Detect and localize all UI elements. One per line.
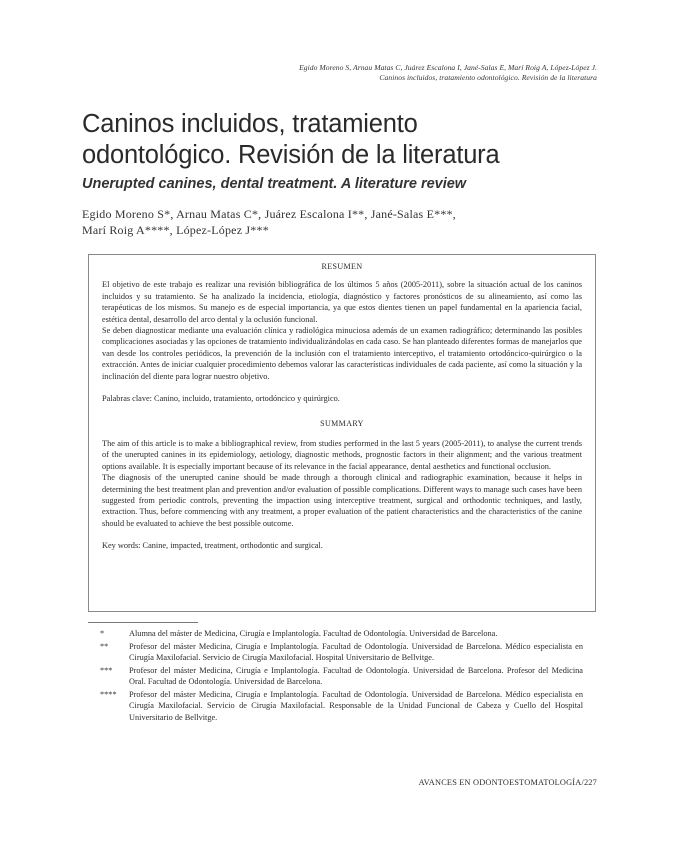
footnote-mark: * <box>100 629 105 638</box>
abstract-box <box>88 254 596 612</box>
footnote-item <box>100 641 583 664</box>
resumen-paragraph-1: El objetivo de este trabajo es realizar una revisión bibliográfica de los últimos 5 años (2005-2011), sobre la situación actual de los caninos incluidos y su tratamiento. Se ha analizado la incidencia, etiología, diagnóstico y factores pronósticos de su alineamiento, así como las terapéuticas de los mismos. Su manejo es de especial importancia, ya que estos dientes tienen un papel fundamental en la apariencia facial, estética dental, desarrollo del arco dental y la oclusión funcional. <box>102 280 582 324</box>
footnote-text: Profesor del máster Medicina, Cirugía e Implantología. Facultad de Odontología. Universidad de Barcelona. Médico especialista en Cirugía Maxilofacial. Servicio de Cirugía Maxilofacial. Hospital Universitario de Bellvitge. <box>129 641 583 662</box>
resumen-keywords: Palabras clave: Canino, incluido, tratamiento, ortodóncico y quirúrgico. <box>102 394 340 404</box>
footnote-item <box>100 628 583 640</box>
running-head-authors: Egido Moreno S, Arnau Matas C, Juárez Escalona I, Jané-Salas E, Marí Roig A, López-López J. <box>299 63 597 72</box>
abstract-content <box>102 255 582 552</box>
footnote-text: Profesor del máster Medicina, Cirugía e Implantología. Facultad de Odontología. Universidad de Barcelona. Profesor del Medicina Oral. Facultad de Odontología. Universidad de Barcelona. <box>129 665 583 686</box>
author-line2: Marí Roig A****, López-López J*** <box>82 223 269 237</box>
footnote-text: Profesor del máster Medicina, Cirugía e Implantología. Facultad de Odontología. Universidad de Barcelona. Médico especialista en Cirugía Maxilofacial. Servicio de Cirugía Maxilofacial. Responsable de la Unidad Funcional de Cabeza y Cuello del Hospital Universitario de Bellvitge. <box>129 689 583 722</box>
summary-heading: SUMMARY <box>320 419 364 429</box>
journal-page-footer: AVANCES EN ODONTOESTOMATOLOGÍA/227 <box>418 778 597 787</box>
footnote-text: Alumna del máster de Medicina, Cirugía e Implantología. Facultad de Odontología. Universidad de Barcelona. <box>129 629 498 638</box>
author-line1: Egido Moreno S*, Arnau Matas C*, Juárez Escalona I**, Jané-Salas E***, <box>82 207 456 221</box>
resumen-heading: RESUMEN <box>321 262 363 271</box>
footnote-mark: ** <box>100 641 109 651</box>
running-head-title: Caninos incluidos, tratamiento odontológico. Revisión de la literatura <box>379 73 597 82</box>
footnote-divider <box>88 622 198 623</box>
summary-keywords: Key words: Canine, impacted, treatment, orthodontic and surgical. <box>102 541 323 551</box>
resumen-paragraph-2: Se deben diagnosticar mediante una evaluación clínica y radiológica minuciosa además de un examen radiográfico; determinando las posibles complicaciones asociadas y las opciones de tratamiento individualizándolas en cada caso. Se han planteado diferentes formas de manejarlos que van desde los controles periódicos, la prevención de la inclusión con el tratamiento interceptivo, el tratamiento ortodóncico-quirúrgico o la extracción. Antes de iniciar cualquier procedimiento debemos valorar las características individuales de cada paciente, así como la situación y la inclinación del diente para lograr nuestro objetivo. <box>102 326 582 381</box>
article-title-line1: Caninos incluidos, tratamiento <box>82 110 418 138</box>
footnote-mark: *** <box>100 665 113 675</box>
affiliation-footnotes <box>100 628 583 724</box>
author-list <box>82 206 602 238</box>
summary-paragraph-2: The diagnosis of the unerupted canine should be made through a thorough clinical and radiographic examination, because it helps in determining the best treatment plan and prevention and/or evaluation of possible complications. Different ways to manage such cases have been suggested from periodic controls, preventing the impaction using interceptive treatment, surgical and orthodontic techniques, and lastly, extraction. Thus, before commencing with any treatment, a proper evaluation of the patient characteristics and the characteristics of the canine should be evaluated to achieve the best possible outcome. <box>102 473 582 528</box>
article-title-line2: odontológico. Revisión de la literatura <box>82 141 500 169</box>
article-title <box>82 109 602 171</box>
article-subtitle: Unerupted canines, dental treatment. A literature review <box>82 176 467 192</box>
footnote-item <box>100 665 583 688</box>
footnote-mark: **** <box>100 689 117 699</box>
summary-paragraph-1: The aim of this article is to make a bibliographical review, from studies performed in the last 5 years (2005-2011), to analyse the current trends of the unerupted canines in its epidemiology, aetiology, diagnostic methods, prognostic factors in their alignment; and the various treatment options available. It is especially important because of its relevance in the facial appearance, dental aesthetics and functional occlusion. <box>102 438 582 471</box>
footnote-item <box>100 689 583 724</box>
